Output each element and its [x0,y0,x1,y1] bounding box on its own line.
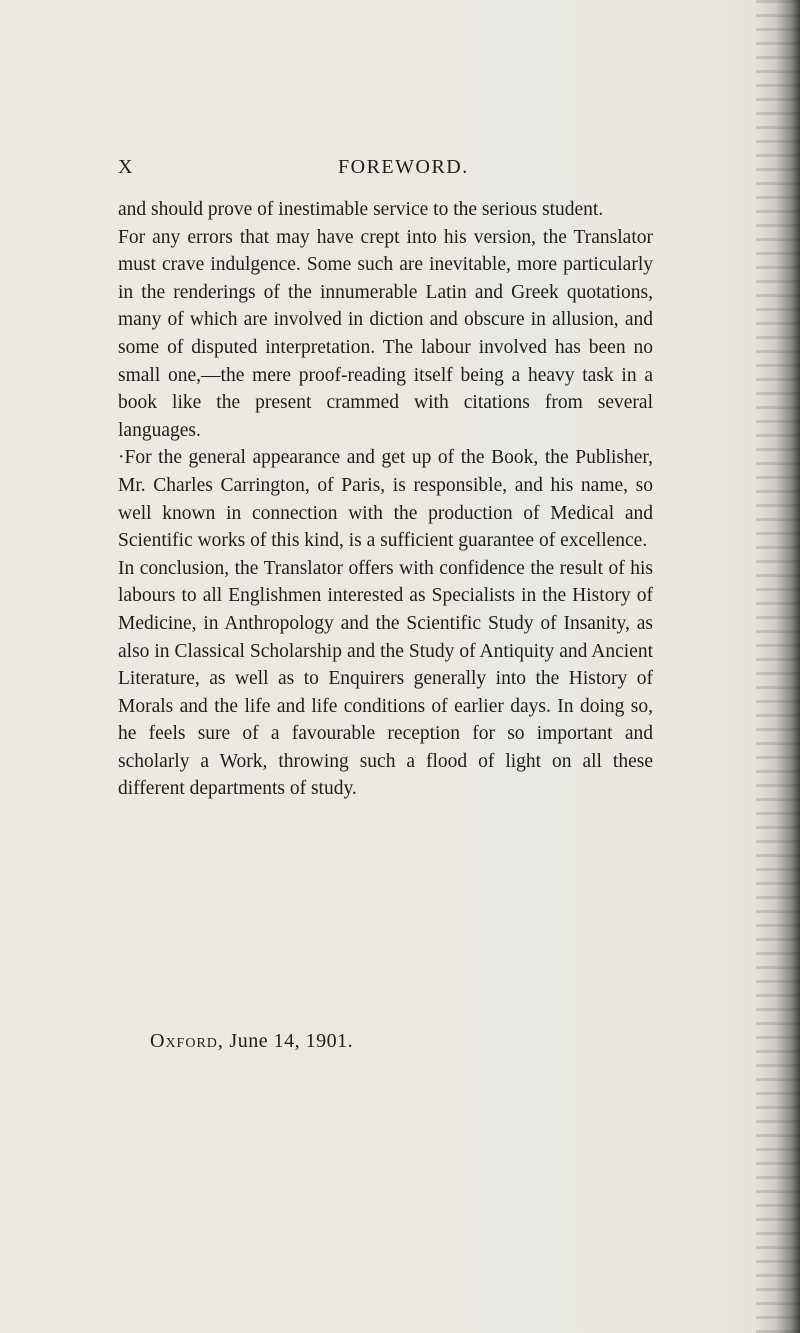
paragraph: and should prove of inestimable service to the serious student. [118,199,604,220]
page-number: X [118,156,134,178]
signature-date: June 14, 1901. [229,1030,354,1052]
paragraph: In conclusion, the Translator offers with confidence the result of his labours to all Englishmen interested as Specialists in the History of Medicine, in Anthropology and the Scientific Study of Insanity, as also in Classical Scholarship and the Study of Antiquity and Ancient Literature, as well as to Enquirers generally into the History of Morals and the life and life conditions of earlier days. In doing so, he feels sure of a favourable reception for so important and scholarly a Work, throwing such a flood of light on all these different departments of study. [118,557,653,800]
body-text [118,196,653,803]
signature-place: Oxford, [150,1030,224,1052]
paragraph: For any errors that may have crept into his version, the Translator must crave indulgence. Some such are inevitable, more particularly in the renderings of the innumerable Latin and Greek quotations, many of which are involved in diction and obscure in allusion, and some of disputed interpretation. The labour involved has been no small one,—the mere proof-reading itself being a heavy task in a book like the present crammed with citations from several languages. [118,226,653,441]
signature-line [150,1030,353,1053]
page-edge-shadow [756,0,800,1333]
running-head [118,156,678,186]
running-title: FOREWORD. [338,156,469,178]
paragraph: ·For the general appearance and get up of the Book, the Publisher, Mr. Charles Carrington, of Paris, is responsible, and his name, so well known in connection with the production of Medical and Scientific works of this kind, is a sufficient guarantee of excellence. [118,447,653,552]
